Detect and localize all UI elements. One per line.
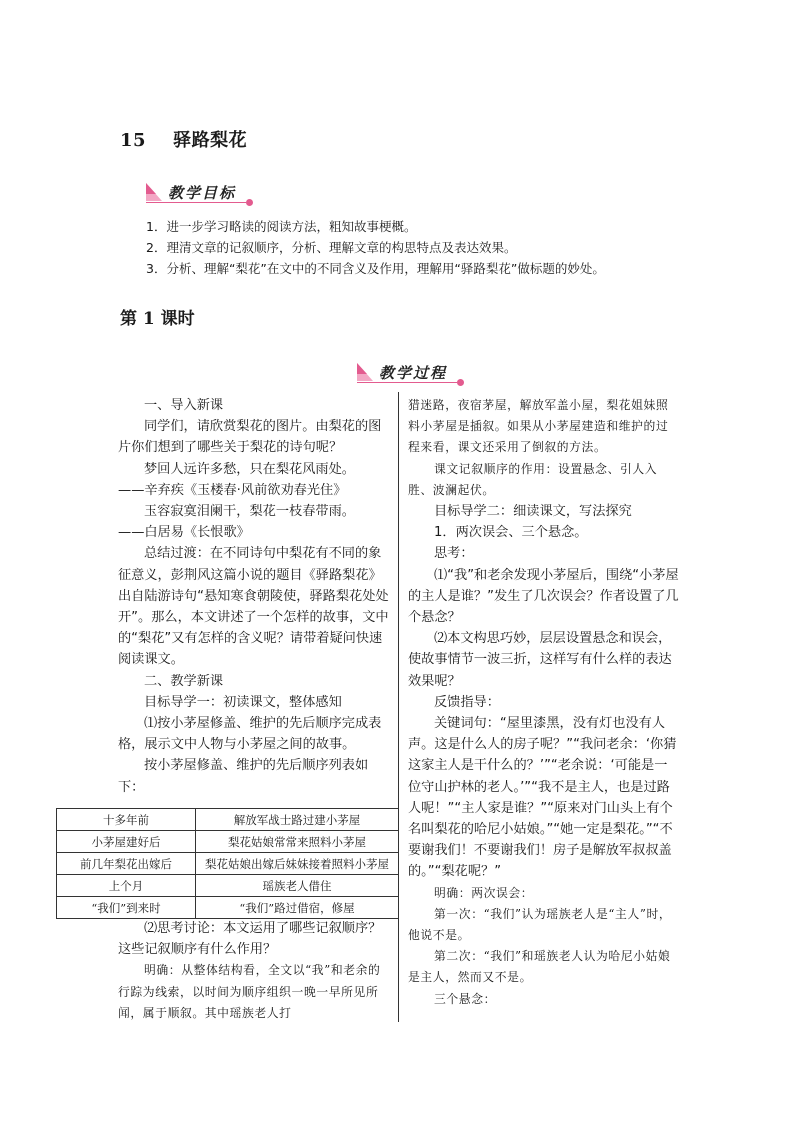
objective-item: 3．分析、理解“梨花”在文中的不同含义及作用，理解用“驿路梨花”做标题的妙处。 <box>146 261 605 276</box>
task-paragraph: ⑴按小茅屋修盖、维护的先后顺序完成表格，展示文中人物与小茅屋之间的故事。 <box>118 716 382 753</box>
banner-dot <box>457 379 464 386</box>
point-heading: 1．两次误会、三个悬念。 <box>434 525 588 541</box>
poem-line: 梦回人远许多愁，只在梨花风雨处。 <box>144 461 355 477</box>
table-row <box>57 875 399 897</box>
task-paragraph: ⑵思考讨论：本文运用了哪些记叙顺序？这些记叙顺序有什么作用？ <box>118 921 382 958</box>
question-paragraph: ⑴“我”和老余发现小茅屋后，围绕“小茅屋的主人是谁？”发生了几次误会？作者设置了几个悬念？ <box>408 567 679 626</box>
poem-source: ——白居易《长恨歌》 <box>118 525 250 541</box>
story-order-table <box>56 808 399 919</box>
lesson-name: 驿路梨花 <box>173 130 248 151</box>
misunderstanding-item: 第二次：“我们”和瑶族老人认为哈尼小姑娘是主人，然而又不是。 <box>408 949 671 985</box>
table-cell-event: 解放军战士路过建小茅屋 <box>196 809 399 831</box>
table-row <box>57 897 399 919</box>
banner-flag-icon <box>146 183 162 201</box>
process-banner <box>357 360 467 386</box>
section-heading: 一、导入新课 <box>144 398 224 413</box>
guide-heading: 目标导学一：初读课文，整体感知 <box>144 694 342 710</box>
feedback-label: 反馈指导： <box>434 694 500 710</box>
table-cell-time: 十多年前 <box>57 809 196 831</box>
table-cell-event: “我们”路过借宿，修屋 <box>196 897 399 919</box>
banner-dot <box>246 199 253 206</box>
banner-flag-icon <box>357 363 373 381</box>
process-banner-label: 教学过程 <box>379 364 448 382</box>
banner-underline <box>146 202 246 203</box>
poem-line: 玉容寂寞泪阑干，梨花一枝春带雨。 <box>144 504 355 520</box>
table-cell-event: 梨花姑娘常常来照料小茅屋 <box>196 831 399 853</box>
intro-paragraph: 同学们，请欣赏梨花的图片。由梨花的图片你们想到了哪些关于梨花的诗句呢？ <box>118 419 382 456</box>
objectives-banner-label: 教学目标 <box>168 184 237 202</box>
task-answer: 按小茅屋修盖、维护的先后顺序列表如下： <box>118 758 369 795</box>
function-paragraph: 课文记叙顺序的作用：设置悬念、引人入胜、波澜起伏。 <box>408 461 658 497</box>
lesson-number: 15 <box>120 130 147 151</box>
clarify-paragraph: 明确：两次误会： <box>434 885 534 900</box>
table-cell-event: 瑶族老人借住 <box>196 875 399 897</box>
objectives-banner <box>146 180 256 206</box>
table-cell-time: “我们”到来时 <box>57 897 196 919</box>
transition-paragraph: 总结过渡：在不同诗句中梨花有不同的象征意义，彭荆风这篇小说的题目《驿路梨花》出自陆游诗句“悬知寒食朝陵使，驿路梨花处处开”。那么，本文讲述了一个怎样的故事，文中的“梨花”又有怎样的含义呢？请带着疑问快速阅读课文。 <box>118 546 389 668</box>
misunderstanding-item: 第一次：“我们”认为瑶族老人是“主人”时，他说不是。 <box>408 906 672 943</box>
objectives-list <box>146 216 605 279</box>
think-label: 思考： <box>434 546 474 562</box>
poem-source: ——辛弃疾《玉楼春·风前欲劝春光住》 <box>118 482 347 498</box>
table-cell-time: 前几年梨花出嫁后 <box>57 853 196 875</box>
continuation-paragraph: 猎迷路，夜宿茅屋，解放军盖小屋，梨花姐妹照料小茅屋是插叙。如果从小茅屋建造和维护的过程来看，课文还采用了倒叙的方法。 <box>408 398 669 455</box>
task-answer: 明确：从整体结构看，全文以“我”和老余的行踪为线索，以时间为顺序组织一晚一早所见所闻，属于顺叙。其中瑶族老人打 <box>118 963 381 1020</box>
banner-underline <box>357 382 457 383</box>
suspense-label: 三个悬念： <box>434 991 496 1006</box>
right-column <box>408 395 680 1010</box>
table-row <box>57 853 399 875</box>
lesson-title <box>120 126 247 152</box>
objective-item: 1．进一步学习略读的阅读方法，粗知故事梗概。 <box>146 219 417 234</box>
table-row <box>57 831 399 853</box>
section-heading: 二、教学新课 <box>144 673 224 689</box>
guide-heading: 目标导学二：细读课文，写法探究 <box>434 504 632 520</box>
objective-item: 2．理清文章的记叙顺序，分析、理解文章的构思特点及表达效果。 <box>146 240 517 255</box>
column-divider <box>398 392 399 1022</box>
question-paragraph: ⑵本文构思巧妙，层层设置悬念和误会，使故事情节一波三折，这样写有什么样的表达效果呢？ <box>408 631 672 689</box>
period-title: 第 1 课时 <box>120 309 195 329</box>
table-row <box>57 809 399 831</box>
table-cell-time: 小茅屋建好后 <box>57 831 196 853</box>
table-cell-event: 梨花姑娘出嫁后妹妹接着照料小茅屋 <box>196 853 399 875</box>
table-cell-time: 上个月 <box>57 875 196 897</box>
keywords-paragraph: 关键词句：“屋里漆黑，没有灯也没有人声。这是什么人的房子呢？”“我问老余：‘你猜这家主人是干什么的？’”“老余说：‘可能是一位守山护林的老人。’”“我不是主人，也是过路人呢！”“主人家是谁？”“原来对门山头上有个名叫梨花的哈尼小姑娘。”“她一定是梨花。”“不要谢我们！不要谢我们！房子是解放军叔叔盖的。”“梨花呢？” <box>408 716 677 880</box>
left-column-lower <box>118 918 390 1024</box>
left-column <box>118 395 390 798</box>
